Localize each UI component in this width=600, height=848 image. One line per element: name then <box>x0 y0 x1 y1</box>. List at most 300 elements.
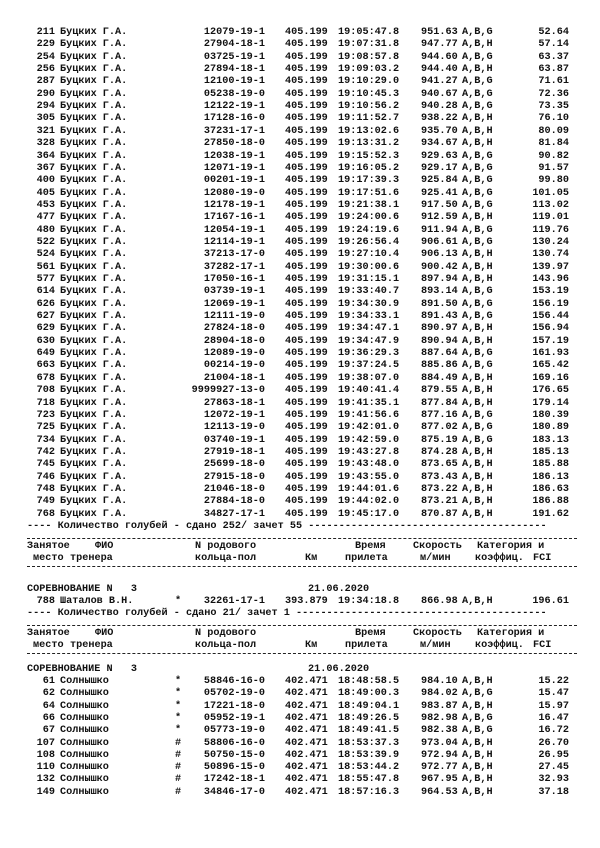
cell-cat: A,B,H <box>462 596 493 607</box>
cell-time: 18:57:16.3 <box>338 786 400 798</box>
table-row <box>0 274 600 286</box>
cell-ring: 12038-19-1 <box>203 150 265 162</box>
cell-cat: A,B,H <box>462 212 493 224</box>
cell-ring: 58846-16-0 <box>203 676 265 687</box>
cell-speed: 877.02 <box>421 422 458 434</box>
cell-km: 405.199 <box>285 88 328 100</box>
cell-place: 305 <box>36 113 55 125</box>
cell-ring: 27863-18-1 <box>203 397 265 409</box>
cell-ring: 17242-18-1 <box>203 774 265 786</box>
cell-speed: 967.95 <box>421 774 458 786</box>
cell-cat: A,B,H <box>462 323 493 335</box>
cell-speed: 887.64 <box>421 348 458 360</box>
cell-name: Солнышко <box>60 762 109 774</box>
table-row <box>0 496 600 508</box>
cell-cat: A,B,H <box>462 496 493 508</box>
cell-km: 405.199 <box>285 496 328 508</box>
cell-ring: 05952-19-1 <box>203 712 265 724</box>
cell-time: 19:27:10.4 <box>338 249 400 261</box>
header-fio-1: ФИО <box>95 628 114 639</box>
table-row <box>0 676 600 688</box>
cell-km: 405.199 <box>285 335 328 347</box>
cell-km: 405.199 <box>285 175 328 187</box>
table-row <box>0 336 600 348</box>
cell-fci: 15.97 <box>538 700 569 712</box>
cell-speed: 893.14 <box>421 286 458 298</box>
cell-cat: A,B,G <box>462 187 493 199</box>
cell-time: 19:17:39.3 <box>338 175 400 187</box>
cell-time: 19:38:07.0 <box>338 372 400 384</box>
cell-place: 66 <box>42 712 55 724</box>
cell-fci: 27.45 <box>538 762 569 774</box>
cell-cat: A,B,H <box>462 774 493 786</box>
cell-name: Буцких Г.А. <box>60 459 128 471</box>
header-time-2: прилета <box>345 553 388 564</box>
cell-km: 405.199 <box>285 397 328 409</box>
table-row <box>0 249 600 261</box>
cell-mark: # <box>175 786 182 798</box>
cell-mark: * <box>175 688 182 700</box>
cell-time: 19:30:00.6 <box>338 261 400 273</box>
table-row <box>0 52 600 64</box>
cell-time: 19:44:02.0 <box>338 496 400 508</box>
cell-time: 19:08:57.8 <box>338 51 400 63</box>
header-km: Км <box>305 553 318 564</box>
cell-time: 19:13:02.6 <box>338 125 400 137</box>
cell-km: 405.199 <box>285 162 328 174</box>
cell-fci: 169.16 <box>532 372 569 384</box>
cell-km: 405.199 <box>285 113 328 125</box>
cell-name: Буцких Г.А. <box>60 212 128 224</box>
cell-speed: 964.53 <box>421 786 458 798</box>
header-speed-2: м/мин <box>420 553 451 564</box>
cell-cat: A,B,G <box>462 51 493 63</box>
cell-speed: 873.22 <box>421 483 458 495</box>
cell-km: 405.199 <box>285 446 328 458</box>
cell-speed: 885.86 <box>421 360 458 372</box>
table-row <box>0 713 600 725</box>
cell-ring: 17167-16-1 <box>203 212 265 224</box>
cell-fci: 52.64 <box>538 27 569 38</box>
cell-fci: 157.19 <box>532 335 569 347</box>
table-header-row <box>0 628 600 640</box>
cell-fci: 91.57 <box>538 162 569 174</box>
cell-speed: 870.87 <box>421 508 458 520</box>
cell-mark: * <box>175 596 182 607</box>
cell-fci: 37.18 <box>538 786 569 798</box>
competition-date-3: 21.06.2020 <box>308 664 370 675</box>
cell-km: 402.471 <box>285 786 328 798</box>
cell-speed: 973.04 <box>421 737 458 749</box>
cell-fci: 156.94 <box>532 323 569 335</box>
table-row <box>0 163 600 175</box>
cell-cat: A,B,H <box>462 335 493 347</box>
cell-fci: 130.24 <box>532 236 569 248</box>
cell-time: 19:36:29.3 <box>338 348 400 360</box>
summary-line-1 <box>0 521 600 533</box>
cell-fci: 153.19 <box>532 286 569 298</box>
cell-time: 19:43:55.0 <box>338 471 400 483</box>
table-row <box>0 688 600 700</box>
cell-ring: 58806-16-0 <box>203 737 265 749</box>
header-fio-1: ФИО <box>95 541 114 552</box>
table-row <box>0 360 600 372</box>
cell-name: Буцких Г.А. <box>60 323 128 335</box>
cell-cat: A,B,G <box>462 725 493 737</box>
cell-cat: A,B,H <box>462 700 493 712</box>
header-cat-1: Категория и <box>477 541 545 552</box>
cell-speed: 951.63 <box>421 27 458 38</box>
cell-name: Буцких Г.А. <box>60 199 128 211</box>
divider-line <box>27 566 577 567</box>
cell-ring: 00201-19-1 <box>203 175 265 187</box>
cell-km: 405.199 <box>285 64 328 76</box>
cell-cat: A,B,G <box>462 409 493 421</box>
cell-cat: A,B,G <box>462 236 493 248</box>
cell-speed: 935.70 <box>421 125 458 137</box>
table-row <box>0 447 600 459</box>
table-row <box>0 151 600 163</box>
table-row <box>0 89 600 101</box>
cell-km: 405.199 <box>285 471 328 483</box>
cell-km: 405.199 <box>285 286 328 298</box>
header-ring-1: N родового <box>195 541 257 552</box>
cell-place: 62 <box>42 688 55 700</box>
cell-km: 405.199 <box>285 348 328 360</box>
cell-speed: 912.59 <box>421 212 458 224</box>
cell-speed: 934.67 <box>421 138 458 150</box>
cell-fci: 63.37 <box>538 51 569 63</box>
cell-place: 745 <box>36 459 55 471</box>
cell-time: 19:21:38.1 <box>338 199 400 211</box>
cell-time: 18:49:41.5 <box>338 725 400 737</box>
cell-km: 405.199 <box>285 224 328 236</box>
summary-line-2-text: ---- Количество голубей - сдано 21/ зачет 1 ----------------------------------------- <box>27 608 547 619</box>
cell-name: Буцких Г.А. <box>60 249 128 261</box>
cell-fci: 81.84 <box>538 138 569 150</box>
header-ring-2: кольца-пол <box>195 553 257 564</box>
cell-place: 630 <box>36 335 55 347</box>
cell-speed: 944.60 <box>421 51 458 63</box>
cell-km: 405.199 <box>285 360 328 372</box>
cell-fci: 186.88 <box>532 496 569 508</box>
cell-mark: # <box>175 762 182 774</box>
cell-cat: A,B,H <box>462 508 493 520</box>
cell-fci: 16.72 <box>538 725 569 737</box>
cell-place: 64 <box>42 700 55 712</box>
cell-name: Буцких Г.А. <box>60 471 128 483</box>
table-row <box>0 398 600 410</box>
cell-speed: 917.50 <box>421 199 458 211</box>
cell-cat: A,B,H <box>462 385 493 397</box>
header-speed-1: Скорость <box>413 541 462 552</box>
header-time-1: Время <box>355 628 386 639</box>
cell-time: 18:55:47.8 <box>338 774 400 786</box>
summary-line-1-text: ---- Количество голубей - сдано 252/ зачет 55 --------------------------------------- <box>27 521 547 532</box>
cell-fci: 176.65 <box>532 385 569 397</box>
cell-fci: 119.01 <box>532 212 569 224</box>
cell-speed: 873.65 <box>421 459 458 471</box>
table-row <box>0 385 600 397</box>
cell-time: 19:43:48.0 <box>338 459 400 471</box>
cell-fci: 26.70 <box>538 737 569 749</box>
cell-speed: 929.63 <box>421 150 458 162</box>
cell-ring: 27884-18-0 <box>203 496 265 508</box>
cell-mark: # <box>175 774 182 786</box>
cell-fci: 57.14 <box>538 39 569 51</box>
table-row <box>0 76 600 88</box>
cell-place: 708 <box>36 385 55 397</box>
cell-ring: 37231-17-1 <box>203 125 265 137</box>
cell-name: Солнышко <box>60 712 109 724</box>
cell-cat: A,B,H <box>462 274 493 285</box>
cell-name: Солнышко <box>60 676 109 687</box>
cell-ring: 17050-16-1 <box>203 274 265 285</box>
cell-name: Буцких Г.А. <box>60 298 128 310</box>
cell-km: 402.471 <box>285 725 328 737</box>
cell-speed: 929.17 <box>421 162 458 174</box>
table-row <box>0 225 600 237</box>
cell-time: 18:53:44.2 <box>338 762 400 774</box>
cell-fci: 165.42 <box>532 360 569 372</box>
header-km: Км <box>305 640 318 651</box>
cell-time: 19:34:18.8 <box>338 596 400 607</box>
cell-ring: 21004-18-1 <box>203 372 265 384</box>
cell-ring: 12178-19-1 <box>203 199 265 211</box>
cell-place: 367 <box>36 162 55 174</box>
cell-place: 364 <box>36 150 55 162</box>
cell-km: 405.199 <box>285 249 328 261</box>
cell-cat: A,B,G <box>462 286 493 298</box>
table-row <box>0 459 600 471</box>
cell-km: 405.199 <box>285 261 328 273</box>
table-header-row <box>0 553 600 565</box>
header-fio-2: тренера <box>70 553 113 564</box>
cell-name: Буцких Г.А. <box>60 88 128 100</box>
table-row <box>0 39 600 51</box>
table-row <box>0 410 600 422</box>
cell-ring: 12080-19-0 <box>203 187 265 199</box>
cell-name: Солнышко <box>60 688 109 700</box>
cell-place: 577 <box>36 274 55 285</box>
cell-cat: A,B,G <box>462 76 493 88</box>
cell-fci: 90.82 <box>538 150 569 162</box>
cell-place: 287 <box>36 76 55 88</box>
cell-place: 768 <box>36 508 55 520</box>
cell-cat: A,B,H <box>462 459 493 471</box>
cell-speed: 874.28 <box>421 446 458 458</box>
cell-km: 405.199 <box>285 101 328 113</box>
cell-km: 405.199 <box>285 39 328 51</box>
cell-time: 19:11:52.7 <box>338 113 400 125</box>
cell-mark: * <box>175 712 182 724</box>
cell-km: 405.199 <box>285 274 328 285</box>
cell-place: 725 <box>36 422 55 434</box>
cell-mark: * <box>175 676 182 687</box>
cell-km: 405.199 <box>285 483 328 495</box>
cell-cat: A,B,H <box>462 397 493 409</box>
cell-fci: 76.10 <box>538 113 569 125</box>
cell-ring: 17221-18-0 <box>203 700 265 712</box>
table-row <box>0 212 600 224</box>
cell-time: 19:41:35.1 <box>338 397 400 409</box>
cell-fci: 156.44 <box>532 311 569 323</box>
cell-place: 788 <box>36 596 55 607</box>
summary-line-2 <box>0 608 600 620</box>
cell-km: 405.199 <box>285 199 328 211</box>
cell-ring: 27894-18-1 <box>203 64 265 76</box>
cell-place: 110 <box>36 762 55 774</box>
cell-cat: A,B,H <box>462 372 493 384</box>
cell-name: Буцких Г.А. <box>60 261 128 273</box>
cell-speed: 877.84 <box>421 397 458 409</box>
cell-place: 108 <box>36 749 55 761</box>
cell-cat: A,B,H <box>462 676 493 687</box>
cell-cat: A,B,G <box>462 88 493 100</box>
header-ring-1: N родового <box>195 628 257 639</box>
cell-name: Солнышко <box>60 725 109 737</box>
cell-name: Солнышко <box>60 774 109 786</box>
cell-name: Буцких Г.А. <box>60 422 128 434</box>
divider-line <box>27 625 577 626</box>
cell-time: 19:41:56.6 <box>338 409 400 421</box>
cell-time: 19:05:47.8 <box>338 27 400 38</box>
cell-speed: 891.43 <box>421 311 458 323</box>
cell-fci: 26.95 <box>538 749 569 761</box>
cell-time: 19:33:40.7 <box>338 286 400 298</box>
cell-cat: A,B,G <box>462 688 493 700</box>
cell-place: 626 <box>36 298 55 310</box>
table-row <box>0 762 600 774</box>
cell-ring: 12113-19-0 <box>203 422 265 434</box>
table-row <box>0 774 600 786</box>
cell-place: 746 <box>36 471 55 483</box>
header-fio-2: тренера <box>70 640 113 651</box>
cell-fci: 180.39 <box>532 409 569 421</box>
cell-km: 405.199 <box>285 372 328 384</box>
cell-name: Буцких Г.А. <box>60 101 128 113</box>
table-row <box>0 311 600 323</box>
cell-ring: 34827-17-1 <box>203 508 265 520</box>
cell-time: 19:43:27.8 <box>338 446 400 458</box>
cell-name: Буцких Г.А. <box>60 434 128 446</box>
table-row <box>0 175 600 187</box>
cell-fci: 156.19 <box>532 298 569 310</box>
cell-place: 663 <box>36 360 55 372</box>
cell-speed: 972.94 <box>421 749 458 761</box>
cell-name: Солнышко <box>60 786 109 798</box>
cell-ring: 25699-18-0 <box>203 459 265 471</box>
cell-cat: A,B,H <box>462 471 493 483</box>
header-place-1: Занятое <box>27 628 70 639</box>
cell-name: Буцких Г.А. <box>60 51 128 63</box>
cell-fci: 15.22 <box>538 676 569 687</box>
cell-fci: 101.05 <box>532 187 569 199</box>
cell-name: Буцких Г.А. <box>60 496 128 508</box>
table-row <box>0 701 600 713</box>
table-row <box>0 422 600 434</box>
cell-km: 405.199 <box>285 236 328 248</box>
cell-km: 405.199 <box>285 187 328 199</box>
cell-cat: A,B,G <box>462 360 493 372</box>
table-row <box>0 725 600 737</box>
cell-cat: A,B,H <box>462 138 493 150</box>
cell-cat: A,B,H <box>462 446 493 458</box>
cell-place: 405 <box>36 187 55 199</box>
cell-fci: 71.61 <box>538 76 569 88</box>
cell-speed: 947.77 <box>421 39 458 51</box>
cell-name: Буцких Г.А. <box>60 335 128 347</box>
cell-speed: 877.16 <box>421 409 458 421</box>
cell-km: 405.199 <box>285 125 328 137</box>
cell-ring: 12111-19-0 <box>203 311 265 323</box>
cell-name: Буцких Г.А. <box>60 360 128 372</box>
cell-place: 649 <box>36 348 55 360</box>
cell-ring: 27904-18-1 <box>203 39 265 51</box>
cell-speed: 944.40 <box>421 64 458 76</box>
cell-cat: A,B,G <box>462 101 493 113</box>
cell-fci: 185.88 <box>532 459 569 471</box>
cell-place: 522 <box>36 236 55 248</box>
cell-fci: 73.35 <box>538 101 569 113</box>
cell-cat: A,B,G <box>462 298 493 310</box>
cell-fci: 130.74 <box>532 249 569 261</box>
competition-title-2-text: СОРЕВНОВАНИЕ N 3 <box>27 584 138 595</box>
table-row <box>0 101 600 113</box>
table-row <box>0 188 600 200</box>
cell-place: 328 <box>36 138 55 150</box>
cell-time: 19:10:45.3 <box>338 88 400 100</box>
cell-km: 405.199 <box>285 51 328 63</box>
cell-speed: 938.22 <box>421 113 458 125</box>
cell-fci: 191.62 <box>532 508 569 520</box>
cell-time: 19:26:56.4 <box>338 236 400 248</box>
table-row <box>0 373 600 385</box>
cell-cat: A,B,H <box>462 749 493 761</box>
cell-place: 477 <box>36 212 55 224</box>
cell-time: 19:34:33.1 <box>338 311 400 323</box>
cell-ring: 27850-18-0 <box>203 138 265 150</box>
cell-time: 19:42:59.0 <box>338 434 400 446</box>
cell-fci: 72.36 <box>538 88 569 100</box>
cell-km: 402.471 <box>285 712 328 724</box>
cell-name: Буцких Г.А. <box>60 446 128 458</box>
header-place-1: Занятое <box>27 541 70 552</box>
cell-ring: 03725-19-1 <box>203 51 265 63</box>
cell-name: Буцких Г.А. <box>60 39 128 51</box>
header-cat-1: Категория и <box>477 628 545 639</box>
cell-speed: 900.42 <box>421 261 458 273</box>
cell-ring: 03740-19-1 <box>203 434 265 446</box>
cell-cat: A,B,G <box>462 27 493 38</box>
cell-km: 405.199 <box>285 434 328 446</box>
cell-place: 211 <box>36 27 55 38</box>
cell-name: Буцких Г.А. <box>60 372 128 384</box>
cell-speed: 873.43 <box>421 471 458 483</box>
cell-speed: 984.02 <box>421 688 458 700</box>
header-speed-2: м/мин <box>420 640 451 651</box>
cell-place: 256 <box>36 64 55 76</box>
cell-place: 453 <box>36 199 55 211</box>
cell-time: 19:10:56.2 <box>338 101 400 113</box>
cell-fci: 143.96 <box>532 274 569 285</box>
cell-name: Солнышко <box>60 749 109 761</box>
cell-ring: 37282-17-1 <box>203 261 265 273</box>
table-row <box>0 472 600 484</box>
cell-fci: 15.47 <box>538 688 569 700</box>
cell-name: Буцких Г.А. <box>60 409 128 421</box>
cell-km: 402.471 <box>285 688 328 700</box>
